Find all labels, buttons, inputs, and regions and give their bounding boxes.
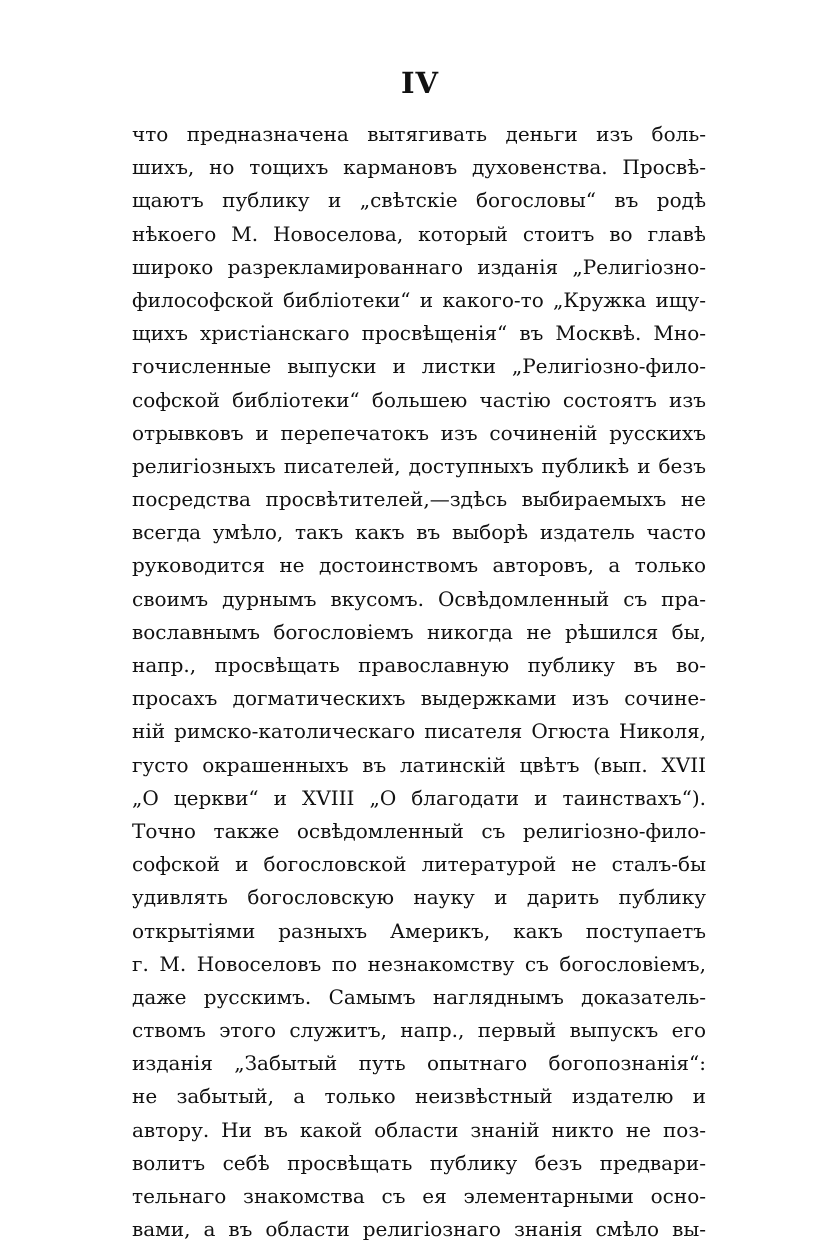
text-line: не забытый, а только неизвѣстный издателю и bbox=[132, 1084, 706, 1109]
text-line: щихъ христіанскаго просвѣщенія“ въ Москвѣ. Мно- bbox=[132, 321, 706, 346]
text-line: философской библіотеки“ и какого-то „Кружка ищу- bbox=[132, 287, 706, 312]
text-line: гочисленные выпуски и листки „Религіозно-фило- bbox=[132, 354, 706, 379]
text-line: тельнаго знакомства съ ея элементарными осно- bbox=[132, 1184, 706, 1208]
text-line: отрывковъ и перепечатокъ изъ сочиненій русскихъ bbox=[132, 420, 706, 445]
text-line: удивлять богословскую науку и дарить публику bbox=[132, 885, 706, 910]
text-line: густо окрашенныхъ въ латинскій цвѣтъ (вып. XVII bbox=[132, 752, 706, 777]
text-line: напр., просвѣщать православную публику въ во- bbox=[132, 653, 706, 677]
text-line: г. М. Новоселовъ по незнакомству съ богословіемъ, bbox=[132, 951, 706, 976]
text-line: „О церкви“ и XVIII „О благодати и таинствахъ“). bbox=[132, 785, 706, 810]
text-line: всегда умѣло, такъ какъ въ выборѣ издатель часто bbox=[132, 520, 706, 545]
text-line: автору. Ни въ какой области знаній никто не поз- bbox=[132, 1117, 706, 1142]
text-line: ній римско-католическаго писателя Огюста Николя, bbox=[132, 719, 706, 744]
text-line: религіозныхъ писателей, доступныхъ публикѣ и безъ bbox=[132, 453, 706, 478]
text-line: нѣкоего М. Новоселова, который стоитъ во главѣ bbox=[132, 221, 706, 246]
page-number: IV bbox=[400, 66, 440, 100]
text-line: открытіями разныхъ Америкъ, какъ поступаетъ bbox=[132, 918, 706, 943]
text-line: ствомъ этого служитъ, напр., первый выпускъ его bbox=[132, 1018, 706, 1043]
text-line: шихъ, но тощихъ кармановъ духовенства. Просвѣ- bbox=[132, 155, 706, 180]
text-line: изданія „Забытый путь опытнаго богопознанія“: bbox=[132, 1051, 706, 1076]
text-line: что предназначена вытягивать деньги изъ боль- bbox=[132, 122, 706, 146]
text-line: вами, а въ области религіознаго знанія смѣло вы- bbox=[132, 1217, 706, 1242]
text-line: софской и богословской литературой не сталъ-бы bbox=[132, 852, 706, 877]
text-line: широко разрекламированнаго изданія „Религіозно- bbox=[132, 254, 706, 279]
text-line: руководится не достоинствомъ авторовъ, а только bbox=[132, 553, 706, 578]
body-text bbox=[132, 118, 706, 1246]
text-line: софской библіотеки“ большею частію состоятъ изъ bbox=[132, 387, 706, 412]
text-line: своимъ дурнымъ вкусомъ. Освѣдомленный съ пра- bbox=[132, 586, 706, 611]
text-line: Точно также освѣдомленный съ религіозно-фило- bbox=[132, 818, 706, 843]
text-line: посредства просвѣтителей,—здѣсь выбираемыхъ не bbox=[132, 487, 706, 512]
text-line: просахъ догматическихъ выдержками изъ сочине- bbox=[132, 686, 706, 711]
text-line: волитъ себѣ просвѣщать публику безъ предвари- bbox=[132, 1150, 706, 1175]
text-line: даже русскимъ. Самымъ нагляднымъ доказатель- bbox=[132, 984, 706, 1009]
text-line: щаютъ публику и „свѣтскіе богословы“ въ родѣ bbox=[132, 188, 706, 213]
text-line: вославнымъ богословіемъ никогда не рѣшился бы, bbox=[132, 619, 706, 644]
